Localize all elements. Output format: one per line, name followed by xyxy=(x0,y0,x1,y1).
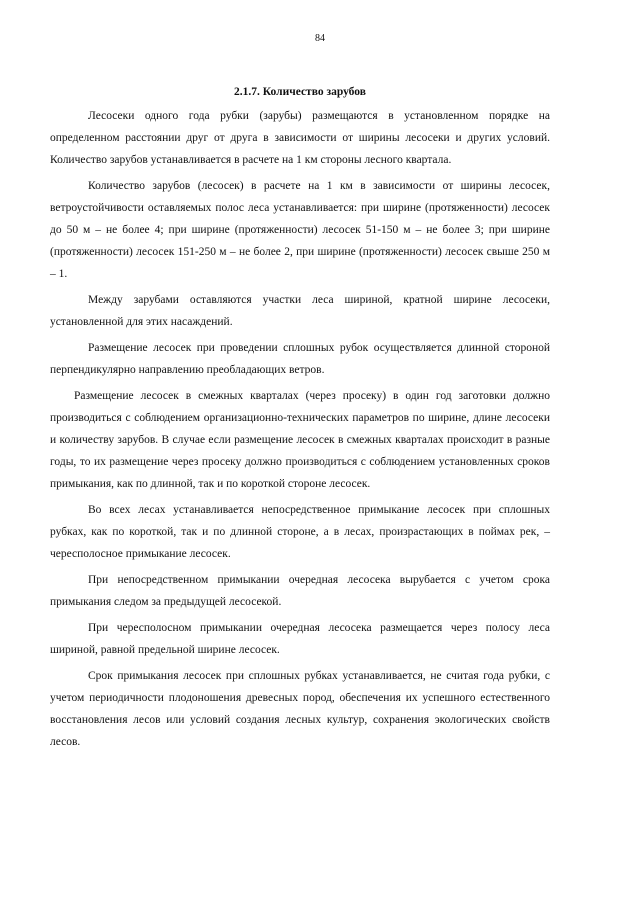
paragraph-5: Размещение лесосек в смежных кварталах (через просеку) в один год заготовки должно производиться с соблюдением организационно-технических параметров по ширине, длине лесосеки и количеству зарубов. В случае если размещение лесосек в смежных кварталах происходит в разные годы, то их размещение через просеку должно производиться с соблюдением установленных сроков примыкания, как по длинной, так и по короткой стороне лесосек. xyxy=(50,390,550,490)
paragraph-3: Между зарубами оставляются участки леса шириной, кратной ширине лесосеки, установленной для этих насаждений. xyxy=(50,294,550,328)
paragraph-2: Количество зарубов (лесосек) в расчете на 1 км в зависимости от ширины лесосек, ветроустойчивости оставляемых полос леса устанавливается: при ширине (протяженности) лесосек до 50 м – не более 4; при ширине (протяженности) лесосек 51-150 м – не более 3; при ширине (протяженности) лесосек 151-250 м – не более 2, при ширине (протяженности) лесосек свыше 250 м – 1. xyxy=(50,180,550,280)
page-number: 84 xyxy=(315,33,325,44)
page-content xyxy=(50,84,550,757)
section-title: 2.1.7. Количество зарубов xyxy=(234,86,366,98)
paragraph-9: Срок примыкания лесосек при сплошных рубках устанавливается, не считая года рубки, с учетом периодичности плодоношения древесных пород, обеспечения их успешного естественного восстановления лесов или условий создания лесных культур, сохранения экологических свойств лесов. xyxy=(50,670,550,748)
paragraph-6: Во всех лесах устанавливается непосредственное примыкание лесосек при сплошных рубках, как по короткой, так и по длинной стороне, а в лесах, произрастающих в поймах рек, – чересполосное примыкание лесосек. xyxy=(50,504,550,560)
paragraph-4: Размещение лесосек при проведении сплошных рубок осуществляется длинной стороной перпендикулярно направлению преобладающих ветров. xyxy=(50,342,550,376)
paragraph-1: Лесосеки одного года рубки (зарубы) размещаются в установленном порядке на определенном расстоянии друг от друга в зависимости от ширины лесосеки и других условий. Количество зарубов устанавливается в расчете на 1 км стороны лесного квартала. xyxy=(50,110,550,166)
paragraph-7: При непосредственном примыкании очередная лесосека вырубается с учетом срока примыкания следом за предыдущей лесосекой. xyxy=(50,574,550,608)
paragraph-8: При чересполосном примыкании очередная лесосека размещается через полосу леса шириной, равной предельной ширине лесосек. xyxy=(50,622,550,656)
